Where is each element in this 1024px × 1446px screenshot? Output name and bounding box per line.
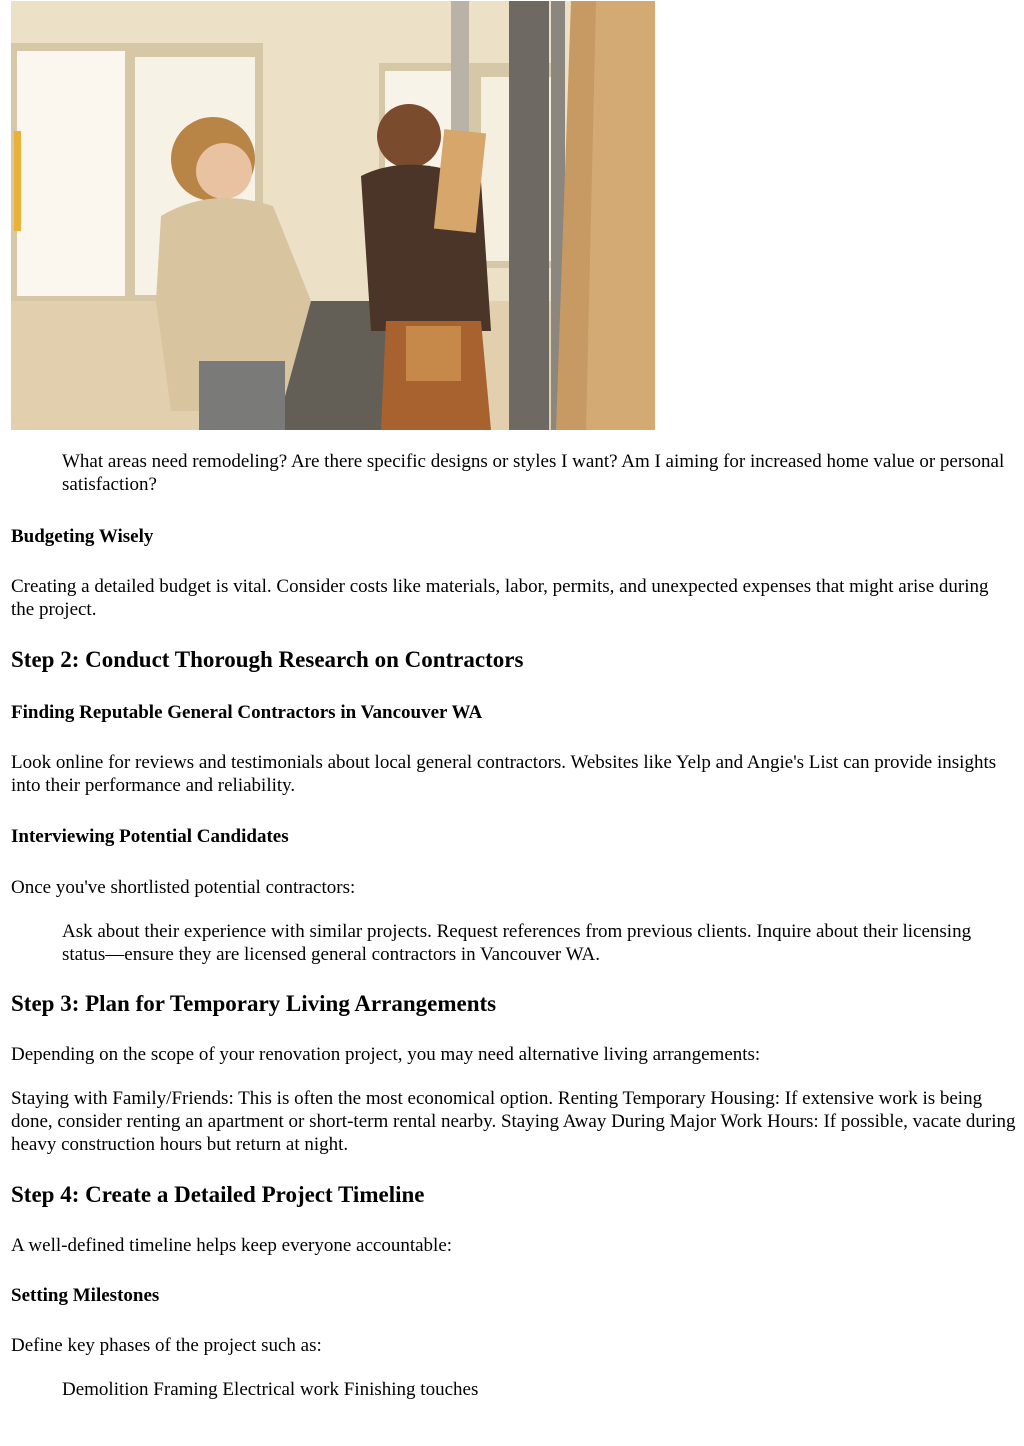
paragraph-step-3: Depending on the scope of your renovation project, you may need alternative living arrangements: [11,1044,761,1065]
photo-two-people-renovation-icon [11,1,655,430]
paragraph-living-options: Staying with Family/Friends: This is often the most economical option. Renting Temporary Housing: If extensive work is being done, consider renting an apartment or short-term rental nearby. Staying Away During Major Work Hours: If possible, vacate during heavy construction hours but return at night. [11,1088,1016,1155]
paragraph-milestones: Define key phases of the project such as: [11,1335,322,1356]
heading-setting-milestones: Setting Milestones [11,1285,160,1306]
heading-budgeting-wisely: Budgeting Wisely [11,526,154,547]
hero-photo [11,1,655,430]
heading-step-3: Step 3: Plan for Temporary Living Arrangements [11,991,497,1016]
interview-questions: Ask about their experience with similar projects. Request references from previous clients. Inquire about their licensing status—ensure they are licensed general contractors in Vancouver WA. [62,921,972,965]
heading-interviewing: Interviewing Potential Candidates [11,826,289,847]
heading-step-4: Step 4: Create a Detailed Project Timeline [11,1182,425,1207]
heading-finding-contractors: Finding Reputable General Contractors in Vancouver WA [11,702,483,723]
heading-step-2: Step 2: Conduct Thorough Research on Contractors [11,647,524,672]
paragraph-finding-contractors: Look online for reviews and testimonials about local general contractors. Websites like Yelp and Angie's List can provide insights into their performance and reliability. [11,752,997,796]
paragraph-budgeting: Creating a detailed budget is vital. Consider costs like materials, labor, permits, and unexpected expenses that might arise during the project. [11,576,989,620]
milestone-list: Demolition Framing Electrical work Finishing touches [62,1379,479,1400]
renovation-questions: What areas need remodeling? Are there specific designs or styles I want? Am I aiming for increased home value or personal satisfaction? [62,451,1005,495]
paragraph-interviewing: Once you've shortlisted potential contractors: [11,877,356,898]
paragraph-step-4: A well-defined timeline helps keep everyone accountable: [11,1235,453,1256]
